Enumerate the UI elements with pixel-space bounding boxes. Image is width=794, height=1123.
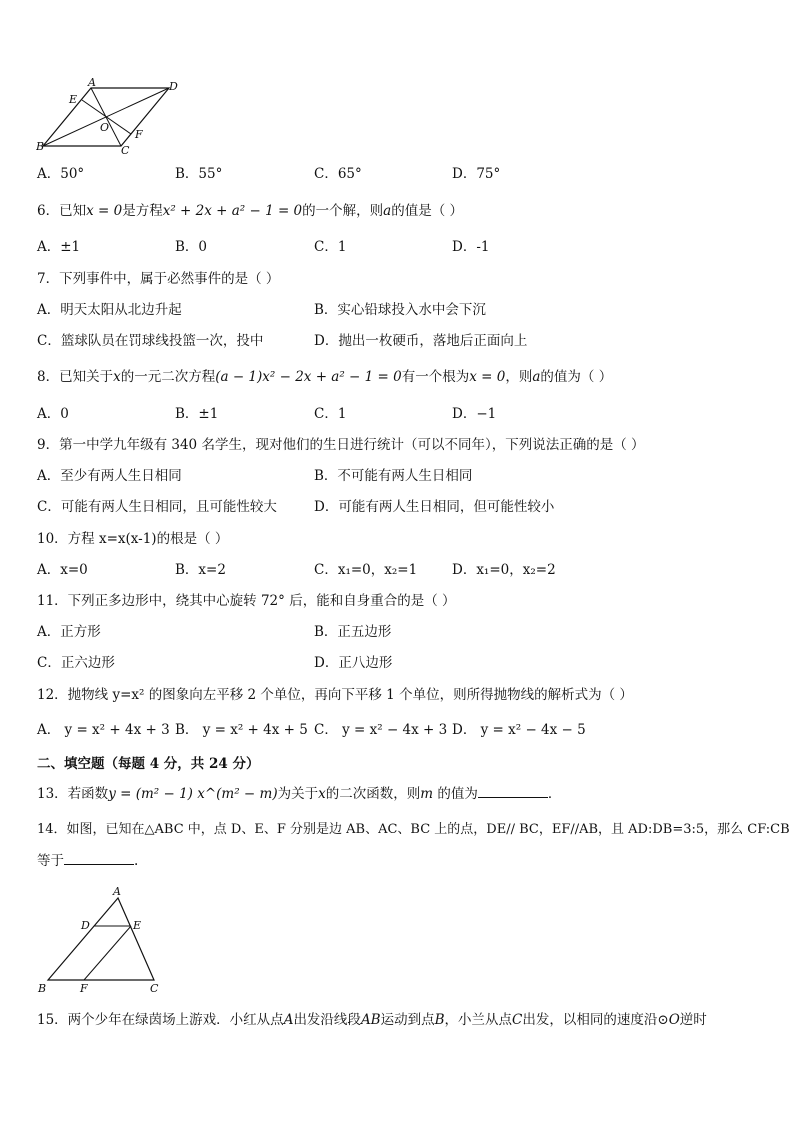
label-a: A (113, 885, 121, 898)
label-a: A (88, 76, 96, 89)
q6-stem: 6．已知x = 0是方程x² + 2x + a² − 1 = 0的一个解，则a的值是（ ） (37, 203, 464, 219)
q12-stem: 12．抛物线 y=x² 的图象向左平移 2 个单位，再向下平移 1 个单位，则所得抛物线的解析式为（ ） (37, 687, 633, 703)
label-c: C (150, 982, 159, 995)
q14-line2: 等于 . (37, 853, 139, 869)
q7-option-b: B．实心铅球投入水中会下沉 (314, 302, 486, 318)
q12-option-d: D． y = x² − 4x − 5 (452, 722, 586, 738)
label-f: F (135, 128, 143, 141)
q5-option-c: C．65° (314, 166, 362, 182)
label-o: O (100, 121, 110, 134)
q9-stem: 9．第一中学九年级有 340 名学生，现对他们的生日进行统计（可以不同年），下列说法正确的是（ ） (37, 437, 645, 453)
triangle-figure (36, 884, 171, 996)
q5-option-d: D．75° (452, 166, 501, 182)
q14-answer-blank[interactable] (64, 852, 134, 865)
q6-option-c: C．1 (314, 239, 347, 255)
label-d: D (81, 919, 90, 932)
q11-option-b: B．正五边形 (314, 624, 392, 640)
q6-option-b: B．0 (175, 239, 208, 255)
segment-ef (84, 926, 131, 980)
q8-option-c: C．1 (314, 406, 347, 422)
label-b: B (38, 982, 47, 995)
parallelogram-figure (36, 76, 186, 158)
section-heading-fill-in: 二、填空题（每题 4 分，共 24 分） (37, 756, 260, 772)
q6-option-d: D．-1 (452, 239, 490, 255)
q7-option-a: A．明天太阳从北边升起 (37, 302, 182, 318)
q8-stem: 8．已知关于x的一元二次方程(a − 1)x² − 2x + a² − 1 = 0有一个根为x = 0，则a的值为（ ） (37, 369, 613, 385)
label-c: C (121, 144, 130, 157)
q11-option-c: C．正六边形 (37, 655, 115, 671)
q7-option-c: C．篮球队员在罚球线投篮一次，投中 (37, 333, 264, 349)
q10-option-d: D．x₁=0，x₂=2 (452, 562, 556, 578)
q11-stem: 11．下列正多边形中，绕其中心旋转 72° 后，能和自身重合的是（ ） (37, 593, 456, 609)
q9-option-b: B．不可能有两人生日相同 (314, 468, 473, 484)
q11-option-a: A．正方形 (37, 624, 101, 640)
q10-option-c: C．x₁=0，x₂=1 (314, 562, 418, 578)
q8-option-d: D．−1 (452, 406, 497, 422)
q9-option-d: D．可能有两人生日相同，但可能性较小 (314, 499, 555, 515)
q12-option-c: C． y = x² − 4x + 3 (314, 722, 448, 738)
q14-line1: 14．如图，已知在△ABC 中，点 D、E、F 分别是边 AB、AC、BC 上的点，DE// BC，EF//AB，且 AD:DB=3:5，那么 CF:CB (37, 822, 790, 837)
q13-stem: 13．若函数y = (m² − 1) x^(m² − m)为关于x的二次函数，则m 的值为 ． (37, 786, 562, 802)
label-b: B (36, 140, 45, 153)
label-e: E (69, 93, 78, 106)
label-f: F (80, 982, 88, 995)
q15-stem: 15．两个少年在绿茵场上游戏．小红从点A出发沿线段AB运动到点B，小兰从点C出发，以相同的速度沿⊙O逆时 (37, 1012, 707, 1028)
triangle-abc (48, 898, 154, 980)
label-e: E (133, 919, 142, 932)
q9-option-c: C．可能有两人生日相同，且可能性较大 (37, 499, 277, 515)
q5-option-a: A．50° (37, 166, 85, 182)
q11-option-d: D．正八边形 (314, 655, 393, 671)
q5-option-b: B．55° (175, 166, 223, 182)
q7-option-d: D．抛出一枚硬币，落地后正面向上 (314, 333, 528, 349)
q10-option-a: A．x=0 (37, 562, 88, 578)
label-d: D (169, 80, 178, 93)
q7-stem: 7．下列事件中，属于必然事件的是（ ） (37, 271, 280, 287)
q13-answer-blank[interactable] (478, 785, 548, 798)
q8-option-a: A．0 (37, 406, 69, 422)
q9-option-a: A．至少有两人生日相同 (37, 468, 182, 484)
q10-stem: 10．方程 x=x(x-1)的根是（ ） (37, 531, 229, 547)
q12-option-b: B． y = x² + 4x + 5 (175, 722, 308, 738)
q10-option-b: B．x=2 (175, 562, 226, 578)
q6-option-a: A．±1 (37, 239, 81, 255)
q8-option-b: B．±1 (175, 406, 219, 422)
q12-option-a: A． y = x² + 4x + 3 (37, 722, 170, 738)
